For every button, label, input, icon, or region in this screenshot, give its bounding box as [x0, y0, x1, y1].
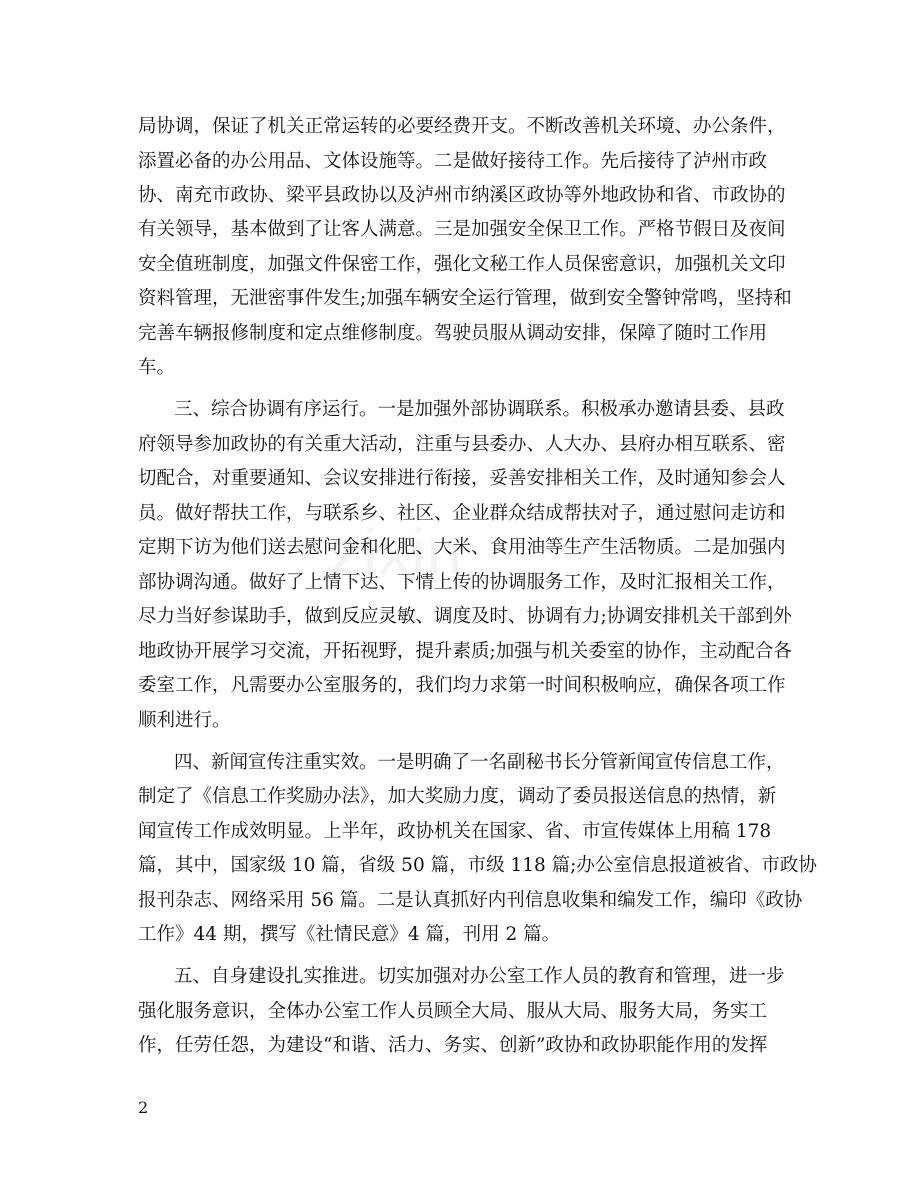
paragraph-heading-3: 三、综合协调有序运行。一是加强外部协调联系。积极承办邀请县委、县政: [174, 399, 785, 420]
paragraph-heading-4: 四、新闻宣传注重实效。一是明确了一名副秘书长分管新闻宣传信息工作，: [174, 752, 785, 773]
text-line: 协、南充市政协、梁平县政协以及泸州市纳溪区政协等外地政协和省、市政协的: [138, 185, 786, 206]
text-line: 地政协开展学习交流，开拓视野，提升素质;加强与机关委室的协作，主动配合各: [138, 641, 792, 662]
text-line: 报刊杂志、网络采用 56 篇。二是认真抓好内刊信息收集和编发工作，编印《政协: [138, 890, 803, 911]
text-line: 切配合，对重要通知、会议安排进行衔接，妥善安排相关工作，及时通知参会人: [138, 468, 786, 489]
text-line: 顺利进行。: [138, 710, 231, 731]
text-line: 定期下访为他们送去慰问金和化肥、大米、食用油等生产生活物质。二是加强内: [138, 537, 786, 558]
text-line: 作，任劳任怨，为建设“和谐、活力、务实、创新”政协和政协职能作用的发挥: [138, 1035, 768, 1056]
text-line: 制定了《信息工作奖励办法》，加大奖励力度，调动了委员报送信息的热情，新: [138, 786, 777, 807]
paragraph-heading-5: 五、自身建设扎实推进。切实加强对办公室工作人员的教育和管理，进一步: [174, 966, 785, 987]
page-number: 2: [138, 1098, 149, 1117]
text-line: 工作》44 期，撰写《社情民意》4 篇，刊用 2 篇。: [138, 924, 561, 945]
text-line: 完善车辆报修制度和定点维修制度。驾驶员服从调动安排，保障了随时工作用: [138, 323, 768, 344]
text-line: 安全值班制度，加强文件保密工作，强化文秘工作人员保密意识，加强机关文印: [138, 254, 786, 275]
text-line: 委室工作，凡需要办公室服务的，我们均力求第一时间积极响应，确保各项工作: [138, 675, 786, 696]
text-line: 篇，其中，国家级 10 篇，省级 50 篇，市级 118 篇;办公室信息报道被省、市政协: [138, 855, 817, 876]
text-line: 添置必备的办公用品、文体设施等。二是做好接待工作。先后接待了泸州市政: [138, 151, 768, 172]
text-line: 闻宣传工作成效明显。上半年，政协机关在国家、省、市宣传媒体上用稿 178: [138, 821, 772, 842]
text-line: 局协调，保证了机关正常运转的必要经费开支。不断改善机关环境、办公条件，: [138, 116, 786, 137]
text-line: 强化服务意识，全体办公室工作人员顾全大局、服从大局、服务大局，务实工: [138, 1001, 768, 1022]
text-line: 有关领导，基本做到了让客人满意。三是加强安全保卫工作。严格节假日及夜间: [138, 219, 786, 240]
watermark: zixin: [330, 516, 464, 588]
text-line: 员。做好帮扶工作，与联系乡、社区、企业群众结成帮扶对子，通过慰问走访和: [138, 503, 786, 524]
text-line: 尽力当好参谋助手，做到反应灵敏、调度及时、协调有力;协调安排机关干部到外: [138, 606, 792, 627]
text-line: 资料管理，无泄密事件发生;加强车辆安全运行管理，做到安全警钟常鸣，坚持和: [138, 288, 792, 309]
text-line: 车。: [138, 357, 176, 378]
text-line: 部协调沟通。做好了上情下达、下情上传的协调服务工作，及时汇报相关工作，: [138, 572, 786, 593]
text-line: 府领导参加政协的有关重大活动，注重与县委办、人大办、县府办相互联系、密: [138, 434, 786, 455]
